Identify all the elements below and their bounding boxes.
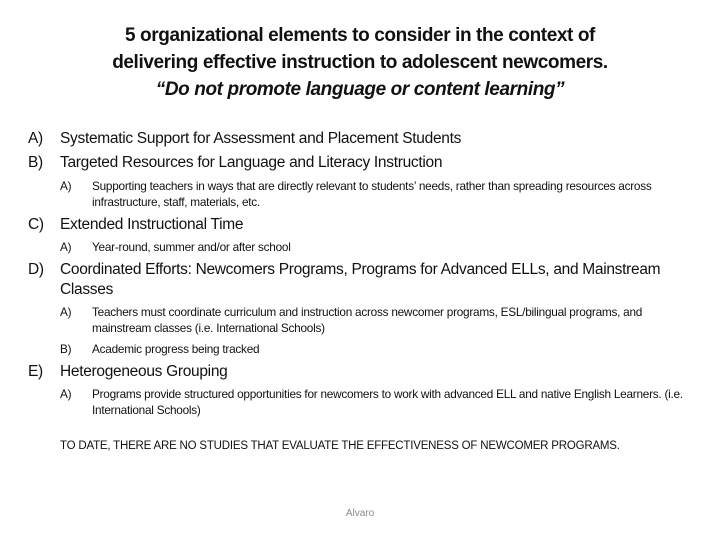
title-line: delivering effective instruction to adolescent newcomers.	[112, 52, 608, 73]
title-line: 5 organizational elements to consider in the context of	[125, 25, 595, 46]
sub-bullet-item	[60, 341, 702, 357]
closing-note: TO DATE, THERE ARE NO STUDIES THAT EVALUATE THE EFFECTIVENESS OF NEWCOMER PROGRAMS.	[60, 440, 620, 452]
bullet-marker: A)	[60, 387, 72, 401]
bullet-item	[28, 362, 690, 382]
bullet-text: Teachers must coordinate curriculum and instruction across newcomer programs, ESL/bilingual programs, and mainstream classes (i.e. International Schools)	[92, 305, 643, 335]
sub-bullet-item	[60, 178, 702, 210]
bullet-item	[28, 153, 690, 173]
bullet-text: Heterogeneous Grouping	[60, 363, 228, 380]
sub-bullet-item	[60, 239, 702, 255]
bullet-item	[28, 260, 690, 300]
bullet-text: Systematic Support for Assessment and Placement Students	[60, 130, 462, 147]
footer-author: Alvaro	[345, 508, 375, 519]
slide-title	[0, 22, 720, 103]
bullet-text: Academic progress being tracked	[92, 342, 260, 356]
bullet-text: Coordinated Efforts: Newcomers Programs, Programs for Advanced ELLs, and Mainstream Classes	[60, 261, 661, 298]
bullet-text: Programs provide structured opportunities for newcomers to work with advanced ELL and native English Learners. (i.e. International Schools)	[92, 387, 683, 417]
bullet-text: Extended Instructional Time	[60, 216, 244, 233]
sub-bullet-item	[60, 386, 702, 418]
bullet-marker: A)	[60, 240, 72, 254]
bullet-text: Year-round, summer and/or after school	[92, 240, 291, 254]
bullet-marker: A)	[28, 130, 43, 147]
bullet-marker: B)	[60, 342, 72, 356]
title-subtitle: “Do not promote language or content learning”	[155, 79, 565, 100]
bullet-marker: D)	[28, 261, 44, 278]
bullet-marker: A)	[60, 179, 72, 193]
bullet-marker: A)	[60, 305, 72, 319]
bullet-marker: E)	[28, 363, 43, 380]
bullet-marker: B)	[28, 154, 43, 171]
bullet-item	[28, 215, 690, 235]
bullet-text: Targeted Resources for Language and Literacy Instruction	[60, 154, 443, 171]
sub-bullet-item	[60, 304, 702, 336]
bullet-marker: C)	[28, 216, 44, 233]
bullet-text: Supporting teachers in ways that are directly relevant to students’ needs, rather than spreading resources across infrastructure, staff, materials, etc.	[92, 179, 652, 209]
bullet-item	[28, 129, 690, 149]
